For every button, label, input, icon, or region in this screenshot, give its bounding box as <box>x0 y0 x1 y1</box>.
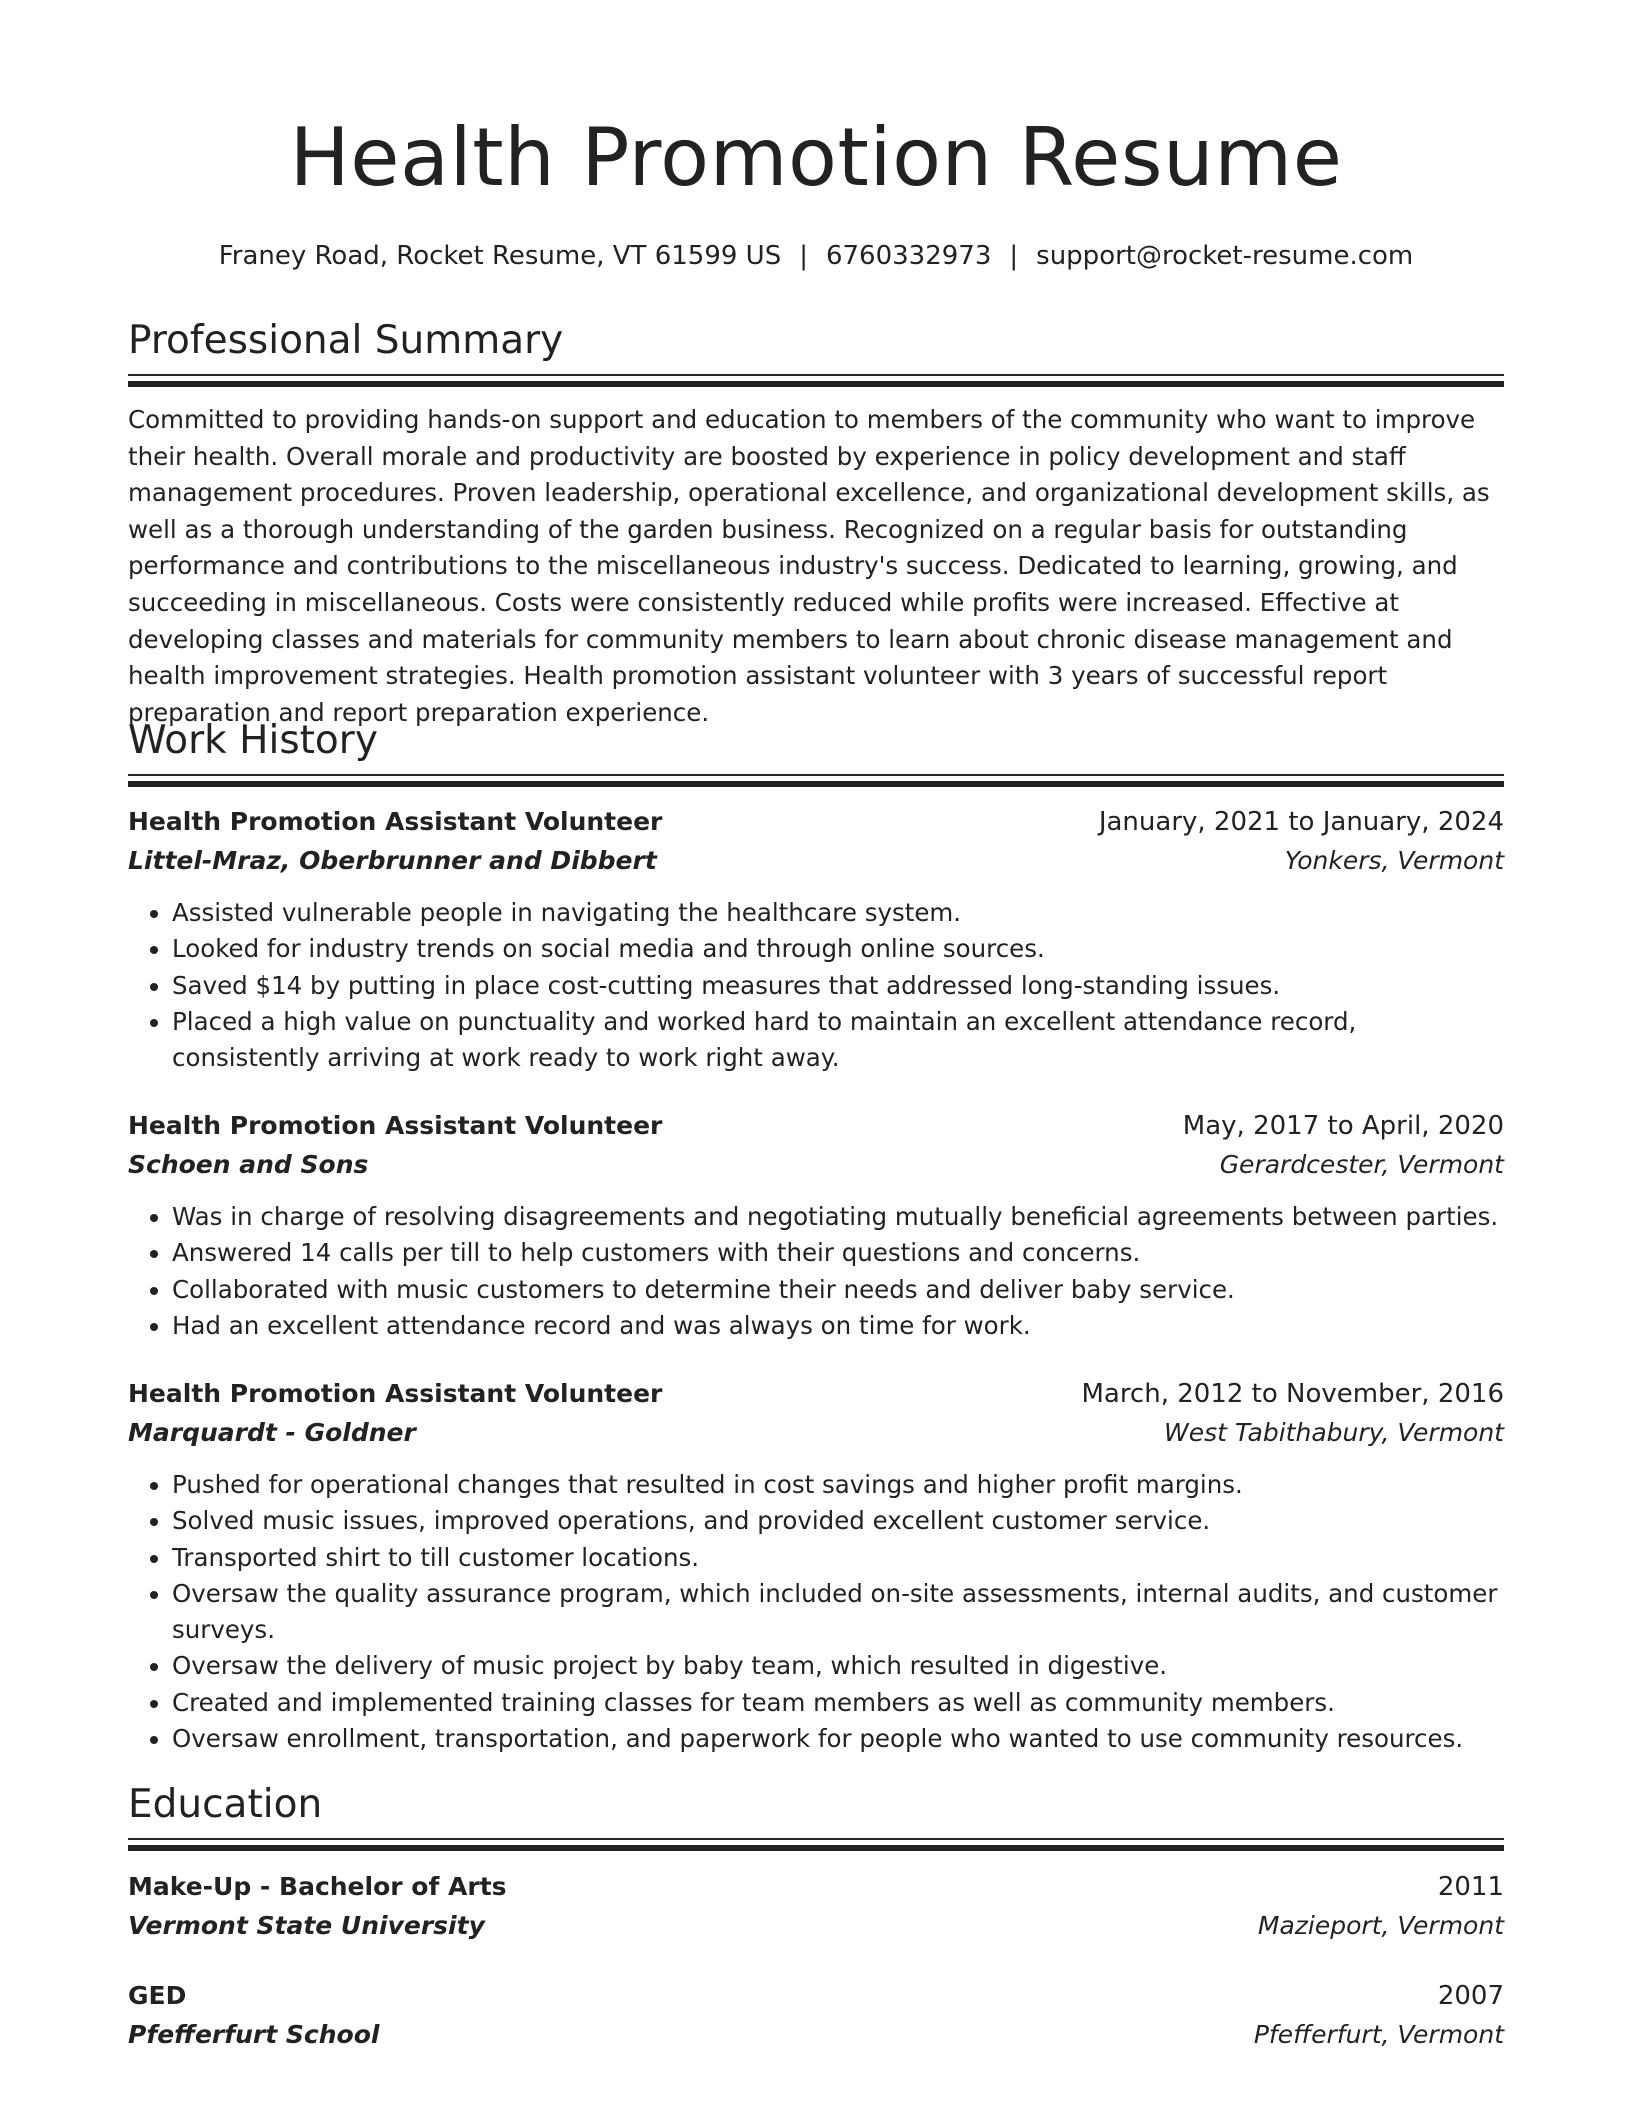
resume-title: Health Promotion Resume <box>289 111 1343 204</box>
education-location: Pfefferfurt, Vermont <box>1253 2020 1504 2049</box>
job-employer: Littel-Mraz, Oberbrunner and Dibbert <box>128 846 657 875</box>
job-employer-row <box>128 841 1504 881</box>
education-entry <box>128 1977 1504 2055</box>
job-entry <box>128 1375 1504 1757</box>
job-bullet: • Pushed for operational changes that resulted in cost savings and higher profit margins. <box>172 1467 1504 1503</box>
job-header-row <box>128 803 1504 841</box>
job-bullet: • Assisted vulnerable people in navigating the healthcare system. <box>172 895 1504 931</box>
job-bullet: • Answered 14 calls per till to help customers with their questions and concerns. <box>172 1235 1504 1271</box>
education-year: 2011 <box>1437 1872 1504 1902</box>
job-dates: May, 2017 to April, 2020 <box>1182 1111 1504 1141</box>
summary-heading: Professional Summary <box>128 318 564 363</box>
job-bullet: • Oversaw the delivery of music project by baby team, which resulted in digestive. <box>172 1648 1504 1684</box>
job-title: Health Promotion Assistant Volunteer <box>128 807 663 836</box>
contact-line <box>128 240 1504 272</box>
education-degree: GED <box>128 1981 187 2010</box>
job-dates: March, 2012 to November, 2016 <box>1081 1379 1504 1409</box>
education-school-row <box>128 2015 1504 2055</box>
summary-text: Committed to providing hands-on support and education to members of the community who want to improve their health. Overall morale and productivity are boosted by experience in policy development and staff management procedures. Proven leadership, operational excellence, and organizational development skills, as well as a thorough understanding of the garden business. Recognized on a regular basis for outstanding performance and contributions to the miscellaneous industry's success. Dedicated to learning, growing, and succeeding in miscellaneous. Costs were consistently reduced while profits were increased. Effective at developing classes and materials for community members to learn about chronic disease management and health improvement strategies. Health promotion assistant volunteer with 3 years of successful report preparation and report preparation experience. <box>128 405 1490 727</box>
job-bullet: • Had an excellent attendance record and was always on time for work. <box>172 1308 1504 1344</box>
education-entry <box>128 1868 1504 1946</box>
section-divider <box>128 774 1504 788</box>
education-heading: Education <box>128 1782 323 1827</box>
education-degree: Make-Up - Bachelor of Arts <box>128 1872 507 1901</box>
work-history-heading: Work History <box>128 718 378 763</box>
job-bullet: • Oversaw enrollment, transportation, and paperwork for people who wanted to use community resources. <box>172 1721 1504 1757</box>
job-location: Yonkers, Vermont <box>1284 846 1504 875</box>
job-employer-row <box>128 1145 1504 1185</box>
job-employer: Schoen and Sons <box>128 1150 369 1179</box>
education-year: 2007 <box>1437 1981 1504 2011</box>
job-employer-row <box>128 1413 1504 1453</box>
education-school: Pfefferfurt School <box>128 2020 380 2049</box>
education-school-row <box>128 1906 1504 1946</box>
job-bullet: • Solved music issues, improved operations, and provided excellent customer service. <box>172 1503 1504 1539</box>
job-bullets <box>128 1467 1504 1757</box>
job-bullet: • Saved $14 by putting in place cost-cutting measures that addressed long-standing issues. <box>172 968 1504 1004</box>
job-header-row <box>128 1107 1504 1145</box>
job-header-row <box>128 1375 1504 1413</box>
job-bullets <box>128 1199 1504 1344</box>
contact-separator: | <box>1009 241 1019 271</box>
section-divider <box>128 1838 1504 1852</box>
education-school: Vermont State University <box>128 1911 485 1940</box>
job-title: Health Promotion Assistant Volunteer <box>128 1111 663 1140</box>
job-bullet: • Collaborated with music customers to determine their needs and deliver baby service. <box>172 1272 1504 1308</box>
job-location: West Tabithabury, Vermont <box>1164 1418 1504 1447</box>
job-dates: January, 2021 to January, 2024 <box>1098 807 1504 837</box>
job-bullet: • Oversaw the quality assurance program, which included on-site assessments, internal audits, and customer surveys. <box>172 1576 1504 1649</box>
job-title: Health Promotion Assistant Volunteer <box>128 1379 663 1408</box>
job-bullet: • Placed a high value on punctuality and worked hard to maintain an excellent attendance record, consistently arriving at work ready to work right away. <box>172 1004 1504 1077</box>
contact-address: Franey Road, Rocket Resume, VT 61599 US <box>218 241 782 271</box>
job-bullet: • Was in charge of resolving disagreements and negotiating mutually beneficial agreements between parties. <box>172 1199 1504 1235</box>
education-location: Mazieport, Vermont <box>1257 1911 1504 1940</box>
job-bullet: • Transported shirt to till customer locations. <box>172 1540 1504 1576</box>
job-bullet: • Looked for industry trends on social media and through online sources. <box>172 931 1504 967</box>
job-employer: Marquardt - Goldner <box>128 1418 416 1447</box>
contact-email[interactable]: support@rocket-resume.com <box>1036 241 1414 271</box>
contact-phone: 6760332973 <box>825 241 992 271</box>
job-entry <box>128 803 1504 1076</box>
job-bullets <box>128 895 1504 1076</box>
job-entry <box>128 1107 1504 1344</box>
education-header-row <box>128 1977 1504 2015</box>
job-bullet: • Created and implemented training classes for team members as well as community members. <box>172 1685 1504 1721</box>
job-location: Gerardcester, Vermont <box>1219 1150 1504 1179</box>
section-divider <box>128 374 1504 388</box>
contact-separator: | <box>799 241 808 271</box>
education-header-row <box>128 1868 1504 1906</box>
